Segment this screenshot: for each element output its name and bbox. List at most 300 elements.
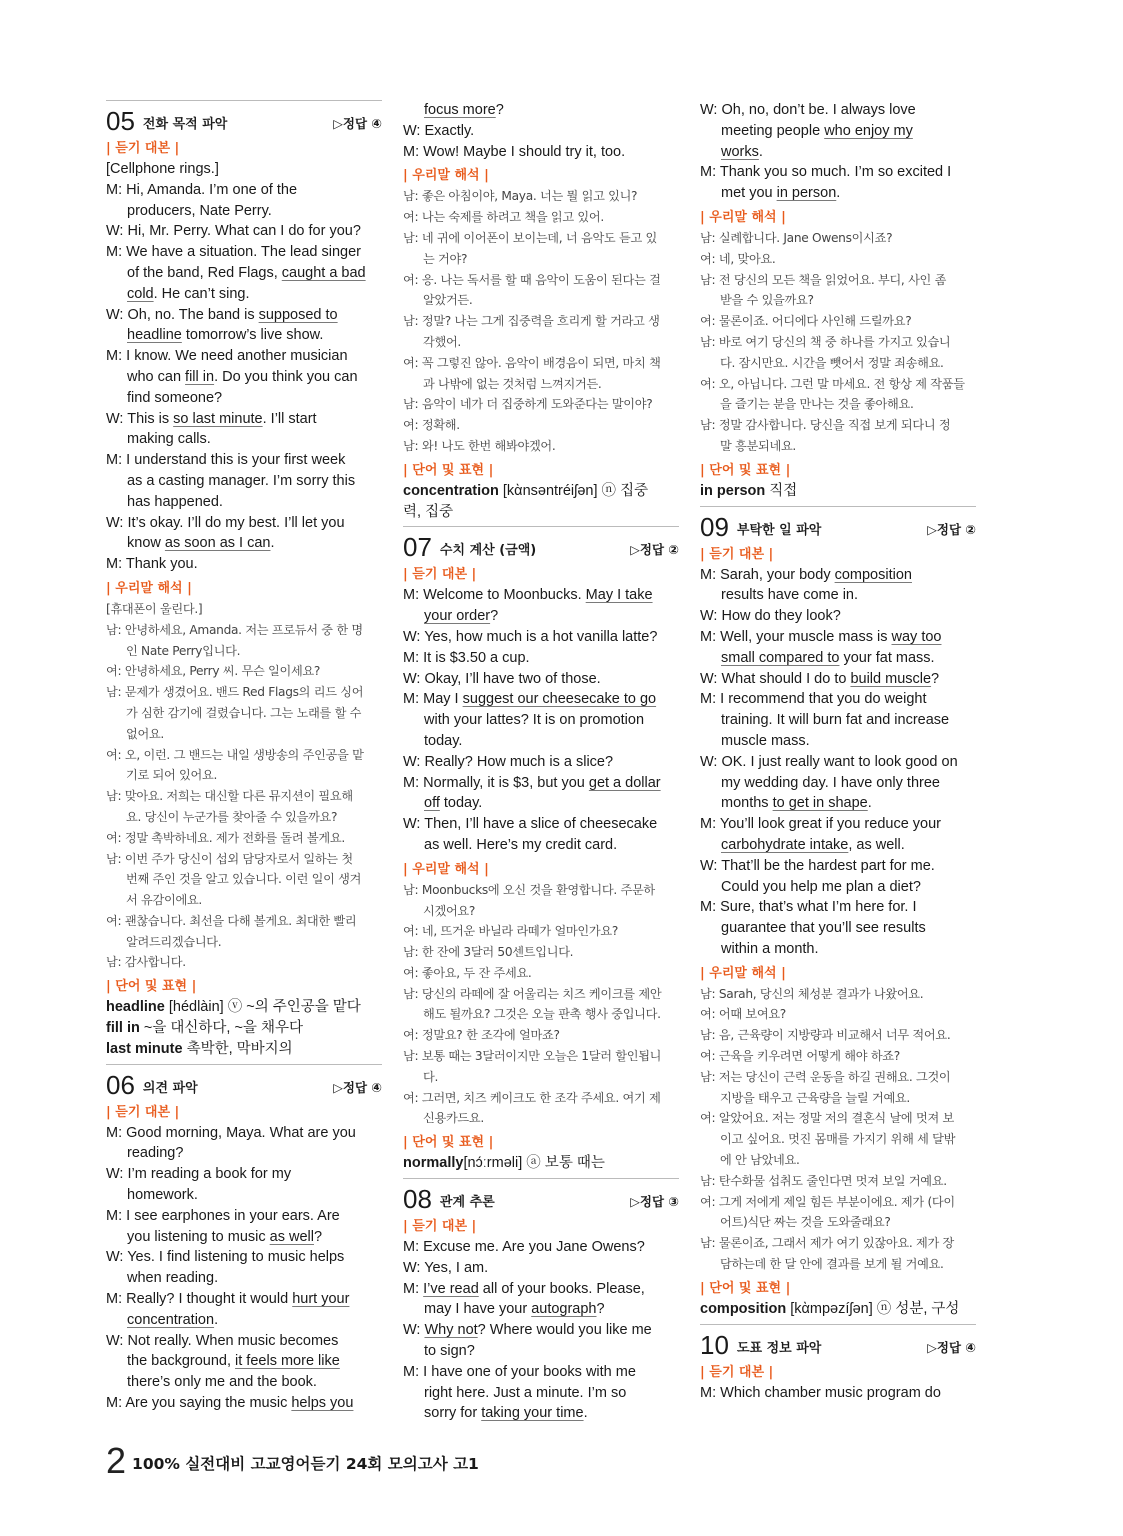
- translation-line: [403, 332, 679, 353]
- script-line: [106, 180, 382, 201]
- section-number: 07: [403, 532, 432, 563]
- text-segment: W: Hi, Mr. Perry. What can I do for you?: [106, 223, 361, 240]
- answer-label: ▷정답 ③: [630, 1194, 679, 1210]
- script-line: [700, 877, 976, 898]
- script-line: [403, 502, 679, 523]
- text-segment: 여: 정말 촉박하네요. 제가 전화를 돌려 볼게요.: [106, 830, 345, 845]
- translation-line: [403, 1025, 679, 1046]
- script-line: [106, 1289, 382, 1310]
- text-segment: W: Exactly.: [403, 122, 475, 139]
- key-phrase: Why not: [424, 1322, 478, 1339]
- text-segment: 서 유감이에요.: [126, 893, 202, 908]
- text-segment: . I’ll start: [262, 410, 317, 427]
- page-footer: [106, 1440, 479, 1481]
- text-segment: .: [270, 535, 275, 552]
- text-segment: W: Not really. When music becomes: [106, 1332, 339, 1349]
- translation-line: [106, 890, 382, 911]
- translation-line: [700, 436, 976, 457]
- text-segment: 남: 탄수화물 섭취도 줄인다면 멋져 보일 거예요.: [700, 1173, 947, 1188]
- key-phrase: I’ve read: [423, 1280, 479, 1297]
- script-line: [700, 627, 976, 648]
- translation-line: [700, 290, 976, 311]
- text-segment: M: Normally, it is $3, but you: [403, 774, 589, 791]
- translation-line: [106, 703, 382, 724]
- text-segment: W: Then, I’ll have a slice of cheesecake: [403, 816, 658, 833]
- text-segment: M: Welcome to Moonbucks.: [403, 587, 586, 604]
- text-segment: has happened.: [127, 493, 223, 510]
- column-left: [106, 100, 382, 1414]
- text-segment: 남: 전 당신의 모든 책을 읽었어요. 부디, 사인 좀: [700, 272, 947, 287]
- translation-line: [700, 1046, 976, 1067]
- text-segment: who can: [127, 368, 186, 385]
- script-line: [106, 159, 382, 180]
- text-segment: muscle mass.: [721, 732, 810, 749]
- script-line: [106, 533, 382, 554]
- text-segment: 남: 안녕하세요, Amanda. 저는 프로듀서 중 한 명: [106, 622, 363, 637]
- text-segment: 여: 네, 뜨거운 바닐라 라떼가 얼마인가요?: [403, 924, 618, 939]
- text-segment: you listening to music: [127, 1228, 270, 1245]
- translation-line: [700, 1233, 976, 1254]
- translation-line: [403, 290, 679, 311]
- text-segment: 과 나밖에 없는 것처럼 느껴지거든.: [423, 376, 602, 391]
- section-header-09: [700, 506, 976, 541]
- script-line: [700, 142, 976, 163]
- script-line: [106, 1206, 382, 1227]
- script-line: [106, 1018, 382, 1039]
- subsection-label: | 우리말 해석 |: [700, 965, 786, 981]
- subsection-label: | 우리말 해석 |: [403, 861, 489, 877]
- text-segment: 남: 정말? 나는 그게 집중력을 흐리게 할 거라고 생: [403, 314, 660, 329]
- script-line: [403, 1237, 679, 1258]
- key-phrase: works: [721, 143, 759, 160]
- vocab-term: in person: [700, 482, 766, 499]
- text-segment: M: Sure, that’s what I’m here for. I: [700, 899, 917, 916]
- section-number: 06: [106, 1069, 135, 1100]
- translation-line: [700, 311, 976, 332]
- text-segment: 시겠어요?: [423, 903, 476, 918]
- text-segment: M: Good morning, Maya. What are you: [106, 1124, 356, 1141]
- text-segment: M: You’ll look great if you reduce your: [700, 816, 941, 833]
- text-segment: .: [867, 795, 872, 812]
- text-segment: results have come in.: [721, 587, 859, 604]
- translation-line: [403, 374, 679, 395]
- translation-line: [700, 1212, 976, 1233]
- translation-line: [403, 207, 679, 228]
- script-line: [700, 481, 976, 502]
- script-line: [403, 1383, 679, 1404]
- text-segment: M: Excuse me. Are you Jane Owens?: [403, 1239, 645, 1256]
- text-segment: M: Thank you.: [106, 556, 198, 573]
- script-line: [700, 1383, 976, 1404]
- translation-line: [700, 353, 976, 374]
- text-segment: find someone?: [127, 389, 223, 406]
- text-segment: M: Well, your muscle mass is: [700, 628, 892, 645]
- text-segment: W: OK. I just really want to look good on: [700, 753, 958, 770]
- text-segment: W: It’s okay. I’ll do my best. I’ll let you: [106, 514, 345, 531]
- translation-line: [403, 415, 679, 436]
- script-line: [106, 1143, 382, 1164]
- subsection-label: | 단어 및 표현 |: [700, 1280, 791, 1296]
- script-line: [106, 1268, 382, 1289]
- section-title: 수치 계산 (금액): [439, 543, 537, 559]
- translation-line: [106, 724, 382, 745]
- text-segment: meeting people: [721, 122, 825, 139]
- translation-line: [403, 228, 679, 249]
- text-segment: 남: 음, 근육량이 지방량과 비교해서 너무 적어요.: [700, 1028, 951, 1043]
- translation-line: [700, 228, 976, 249]
- text-segment: 에 안 남았네요.: [720, 1153, 800, 1168]
- translation-line: [700, 1067, 976, 1088]
- subsection-label: | 단어 및 표현 |: [700, 462, 791, 478]
- script-line: [403, 814, 679, 835]
- translation-line: [403, 901, 679, 922]
- script-line: [700, 835, 976, 856]
- text-segment: training. It will burn fat and increase: [721, 712, 950, 729]
- answer-label: ▷정답 ④: [333, 1079, 382, 1095]
- text-segment: of the band, Red Flags,: [127, 264, 282, 281]
- script-line: [106, 284, 382, 305]
- script-line: [106, 997, 382, 1018]
- translation-line: [700, 1254, 976, 1275]
- text-segment: M: I see earphones in your ears. Are: [106, 1207, 340, 1224]
- answer-label: ▷정답 ④: [927, 1339, 976, 1355]
- subsection-label: | 단어 및 표현 |: [403, 462, 494, 478]
- translation-line: [700, 1150, 976, 1171]
- text-segment: my wedding day. I have only three: [721, 774, 940, 791]
- script-line: [700, 918, 976, 939]
- script-line: [106, 201, 382, 222]
- subsection-label: | 듣기 대본 |: [403, 567, 477, 583]
- key-phrase: get a dollar: [588, 774, 661, 791]
- text-segment: .: [836, 185, 841, 202]
- translation-line: [403, 311, 679, 332]
- script-line: [106, 1393, 382, 1414]
- text-segment: as well. Here’s my credit card.: [424, 836, 618, 853]
- answer-label: ▷정답 ②: [630, 542, 679, 558]
- translation-line: [403, 1004, 679, 1025]
- translation-line: [403, 963, 679, 984]
- text-segment: guarantee that you’ll see results: [721, 920, 926, 937]
- text-segment: W: Yes. I find listening to music helps: [106, 1249, 345, 1266]
- text-segment: 남: 맞아요. 저희는 대신할 다른 뮤지션이 필요해: [106, 789, 353, 804]
- script-line: [700, 856, 976, 877]
- script-line: [106, 1039, 382, 1060]
- key-phrase: cold: [127, 285, 154, 302]
- text-segment: reading?: [127, 1145, 184, 1162]
- text-segment: 여: 근육을 키우려면 어떻게 해야 하죠?: [700, 1049, 900, 1064]
- translation-line: [403, 249, 679, 270]
- translation-line: [403, 921, 679, 942]
- script-line: [106, 409, 382, 430]
- translation-line: [403, 353, 679, 374]
- translation-line: [700, 374, 976, 395]
- key-phrase: as well: [269, 1228, 314, 1245]
- text-segment: ?: [490, 608, 499, 625]
- text-segment: 지방을 태우고 근육량을 늘릴 거예요.: [720, 1090, 910, 1105]
- section-number: 08: [403, 1184, 432, 1215]
- text-segment: 남: 실례합니다. Jane Owens이시죠?: [700, 230, 893, 245]
- translation-line: [403, 186, 679, 207]
- text-segment: [kὰmpəzíʃən] ⓝ 성분, 구성: [786, 1300, 960, 1317]
- text-segment: 여: 괜찮습니다. 최선을 다해 볼게요. 최대한 빨리: [106, 913, 357, 928]
- text-segment: 남: 감사합니다.: [106, 955, 186, 970]
- text-segment: 남: 보통 때는 3달러이지만 오늘은 1달러 할인됩니: [403, 1049, 662, 1064]
- script-line: [700, 752, 976, 773]
- text-segment: ? Where would you like me: [477, 1322, 652, 1339]
- section-header-08: [403, 1178, 679, 1213]
- text-segment: 남: 와! 나도 한번 해봐야겠어.: [403, 438, 556, 453]
- subsection-label: | 단어 및 표현 |: [403, 1135, 494, 1151]
- text-segment: 받을 수 있을까요?: [720, 293, 814, 308]
- script-line: [106, 388, 382, 409]
- translation-line: [106, 620, 382, 641]
- text-segment: 가 심한 감기에 걸렸습니다. 그는 노래를 할 수: [126, 705, 362, 720]
- text-segment: within a month.: [721, 940, 819, 957]
- section-number: 05: [106, 106, 135, 136]
- script-line: [403, 1279, 679, 1300]
- translation-line: [403, 984, 679, 1005]
- text-segment: 남: 저는 당신이 근력 운동을 하길 권해요. 그것이: [700, 1069, 951, 1084]
- text-segment: 없어요.: [126, 726, 164, 741]
- translation-line: [106, 786, 382, 807]
- translation-line: [106, 869, 382, 890]
- text-segment: homework.: [127, 1187, 198, 1204]
- subsection-label: | 우리말 해석 |: [403, 168, 489, 184]
- script-line: [403, 731, 679, 752]
- script-line: [106, 305, 382, 326]
- key-phrase: your order: [424, 608, 491, 625]
- vocab-term: concentration: [403, 482, 499, 499]
- script-line: [403, 773, 679, 794]
- key-phrase: who enjoy my: [824, 122, 913, 139]
- translation-line: [106, 828, 382, 849]
- script-line: [700, 939, 976, 960]
- text-segment: 남: Sarah, 당신의 체성분 결과가 나왔어요.: [700, 986, 924, 1001]
- text-segment: 남: 정말 감사합니다. 당신을 직접 보게 되다니 정: [700, 418, 951, 433]
- script-line: [403, 648, 679, 669]
- section-number: 09: [700, 511, 729, 542]
- key-phrase: fill in: [185, 368, 215, 385]
- script-line: [106, 1372, 382, 1393]
- script-line: [106, 1351, 382, 1372]
- text-segment: W: Yes, I am.: [403, 1259, 489, 1276]
- script-line: [106, 1331, 382, 1352]
- key-phrase: helps you: [291, 1395, 354, 1412]
- text-segment: , as well.: [848, 836, 905, 853]
- script-line: [106, 471, 382, 492]
- script-line: [403, 793, 679, 814]
- text-segment: 남: 이번 주가 당신이 섭외 담당자로서 일하는 첫: [106, 851, 353, 866]
- text-segment: 여: 응. 나는 독서를 할 때 음악이 도움이 된다는 걸: [403, 272, 661, 287]
- script-line: [403, 669, 679, 690]
- section-title: 부탁한 일 파악: [736, 522, 822, 538]
- section-header-10: [700, 1324, 976, 1359]
- text-segment: 력, 집중: [403, 503, 454, 520]
- translation-line: [403, 270, 679, 291]
- text-segment: to sign?: [424, 1343, 475, 1360]
- script-line: [106, 1227, 382, 1248]
- subsection-label: | 듣기 대본 |: [106, 1104, 180, 1120]
- section-title: 전화 목적 파악: [142, 117, 228, 132]
- text-segment: M: I have one of your books with me: [403, 1363, 636, 1380]
- section-title: 관계 추론: [439, 1195, 495, 1211]
- text-segment: [휴대폰이 울린다.]: [106, 601, 203, 616]
- vocab-term: normally: [403, 1155, 464, 1172]
- text-segment: 어트)식단 짜는 것을 도와줄래요?: [720, 1215, 891, 1230]
- subsection-label: | 듣기 대본 |: [700, 1364, 774, 1380]
- text-segment: as a casting manager. I’m sorry this: [127, 472, 356, 489]
- key-phrase: suggest our cheesecake to go: [462, 691, 657, 708]
- script-line: [403, 1258, 679, 1279]
- script-line: [700, 710, 976, 731]
- translation-line: [700, 1171, 976, 1192]
- script-line: [403, 585, 679, 606]
- script-line: [700, 897, 976, 918]
- translation-line: [106, 641, 382, 662]
- script-line: [700, 773, 976, 794]
- script-line: [700, 585, 976, 606]
- text-segment: your fat mass.: [839, 649, 935, 666]
- text-segment: W: Yes, how much is a hot vanilla latte?: [403, 628, 658, 645]
- text-segment: M: Which chamber music program do: [700, 1384, 941, 1401]
- script-line: [106, 1310, 382, 1331]
- text-segment: M: Thank you so much. I’m so excited I: [700, 164, 952, 181]
- text-segment: 여: 네, 맞아요.: [700, 251, 776, 266]
- text-segment: met you: [721, 185, 777, 202]
- text-segment: sorry for: [424, 1405, 482, 1422]
- text-segment: W:: [403, 1322, 425, 1339]
- key-phrase: way too: [891, 628, 942, 645]
- text-segment: ~을 대신하다, ~을 채우다: [139, 1020, 303, 1037]
- script-line: [106, 1164, 382, 1185]
- script-line: [700, 669, 976, 690]
- translation-line: [700, 1088, 976, 1109]
- script-line: [106, 367, 382, 388]
- text-segment: 여: 좋아요, 두 잔 주세요.: [403, 965, 532, 980]
- text-segment: 알았거든.: [423, 293, 473, 308]
- translation-line: [403, 394, 679, 415]
- text-segment: ?: [495, 102, 504, 118]
- script-line: [106, 263, 382, 284]
- text-segment: M:: [403, 1280, 424, 1297]
- text-segment: ?: [931, 670, 940, 687]
- text-segment: ?: [313, 1228, 323, 1245]
- key-phrase: focus more: [424, 102, 496, 118]
- key-phrase: so last minute: [173, 410, 263, 427]
- translation-line: [403, 1067, 679, 1088]
- script-line: [106, 346, 382, 367]
- text-segment: W: What should I do to: [700, 670, 851, 687]
- text-segment: [Cellphone rings.]: [106, 161, 219, 177]
- vocab-term: fill in: [106, 1020, 140, 1037]
- translation-line: [403, 942, 679, 963]
- translation-line: [700, 415, 976, 436]
- script-line: [403, 1362, 679, 1383]
- text-segment: M: Are you saying the music: [106, 1395, 292, 1412]
- script-line: [403, 1341, 679, 1362]
- text-segment: W: That’ll be the hardest part for me.: [700, 857, 935, 874]
- text-segment: 여: 오, 이런. 그 밴드는 내일 생방송의 주인공을 맡: [106, 747, 364, 762]
- text-segment: [kὰnsəntréiʃən] ⓝ 집중: [498, 482, 649, 499]
- text-segment: M: Sarah, your body: [700, 566, 835, 583]
- subsection-label: | 듣기 대본 |: [106, 141, 180, 156]
- text-segment: 여: 물론이죠. 어디에다 사인해 드릴까요?: [700, 314, 912, 329]
- translation-line: [403, 436, 679, 457]
- text-segment: 남: 바로 여기 당신의 책 중 하나를 가지고 있습니: [700, 334, 951, 349]
- text-segment: 여: 그게 저에게 제일 힘든 부분이에요. 제가 (다이: [700, 1194, 955, 1209]
- page-number: 2: [106, 1440, 127, 1481]
- text-segment: .: [583, 1405, 588, 1422]
- script-line: [700, 814, 976, 835]
- text-segment: the background,: [127, 1353, 236, 1370]
- text-segment: making calls.: [127, 431, 211, 448]
- section-header-06: [106, 1064, 382, 1099]
- key-phrase: supposed to: [258, 306, 338, 323]
- translation-line: [700, 394, 976, 415]
- text-segment: months: [721, 795, 773, 812]
- script-line: [700, 689, 976, 710]
- script-line: [700, 121, 976, 142]
- text-segment: 여: 알았어요. 저는 정말 저의 결혼식 날에 멋져 보: [700, 1111, 954, 1126]
- script-line: [403, 606, 679, 627]
- text-segment: W: This is: [106, 410, 174, 427]
- script-line: [700, 606, 976, 627]
- key-phrase: it feels more like: [235, 1353, 340, 1370]
- column-middle: [403, 100, 679, 1424]
- translation-line: [700, 1025, 976, 1046]
- text-segment: M: Hi, Amanda. I’m one of the: [106, 181, 298, 198]
- text-segment: may I have your: [424, 1301, 532, 1318]
- key-phrase: in person: [776, 185, 837, 202]
- text-segment: tomorrow’s live show.: [181, 327, 324, 344]
- translation-line: [700, 249, 976, 270]
- text-segment: know: [127, 535, 165, 552]
- translation-line: [106, 952, 382, 973]
- text-segment: producers, Nate Perry.: [127, 202, 272, 219]
- text-segment: 이고 싶어요. 멋진 몸매를 가지기 위해 세 달밖: [720, 1132, 956, 1147]
- script-line: [700, 731, 976, 752]
- script-line: [700, 100, 976, 121]
- translation-line: [700, 1108, 976, 1129]
- script-line: [403, 689, 679, 710]
- translation-line: [106, 765, 382, 786]
- key-phrase: to get in shape: [772, 795, 868, 812]
- text-segment: 직접: [765, 482, 798, 499]
- answer-label: ▷정답 ④: [333, 116, 382, 131]
- text-segment: .: [214, 1311, 219, 1328]
- section-header-07: [403, 526, 679, 561]
- script-line: [700, 1299, 976, 1320]
- key-phrase: composition: [834, 566, 912, 583]
- key-phrase: off: [424, 795, 440, 812]
- text-segment: 요. 당신이 누군가를 찾아줄 수 있을까요?: [126, 809, 338, 824]
- text-segment: 번째 주인 것을 알고 있습니다. 이런 일이 생겨: [126, 872, 362, 887]
- text-segment: 남: 좋은 아침이야, Maya. 너는 뭘 읽고 있니?: [403, 189, 638, 204]
- text-segment: [hédlàin] ⓥ ~의 주인공을 맡다: [164, 999, 361, 1016]
- answer-label: ▷정답 ②: [927, 521, 976, 537]
- translation-line: [700, 1129, 976, 1150]
- text-segment: W: Really? How much is a slice?: [403, 753, 614, 770]
- text-segment: [nɔ́ːrməli] ⓐ 보통 때는: [463, 1155, 605, 1172]
- subsection-label: | 단어 및 표현 |: [106, 979, 197, 995]
- script-line: [403, 481, 679, 502]
- script-line: [403, 100, 679, 121]
- text-segment: today.: [424, 732, 463, 749]
- text-segment: M: Really? I thought it would: [106, 1291, 293, 1308]
- text-segment: 는 거야?: [423, 251, 468, 266]
- script-line: [403, 627, 679, 648]
- translation-line: [106, 911, 382, 932]
